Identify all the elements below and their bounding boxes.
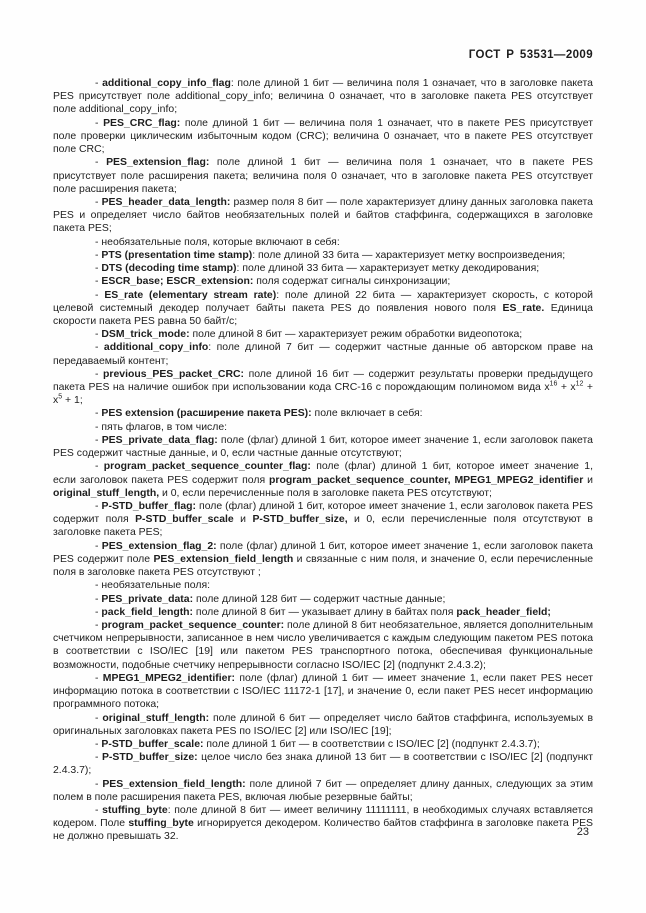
text-run: - [95,672,103,684]
text-run: + 1; [62,395,83,407]
text-run: P-STD_buffer_scale: [101,738,204,750]
text-run: stuffing_byte [128,818,194,830]
paragraph [53,249,593,262]
text-run: - необязательные поля: [95,580,210,592]
text-run: : поле длиной 7 бит — содержит частные данные об авторском праве на передаваемый контент; [53,342,593,367]
text-run: поле длиной 8 бит необязательное, является дополнительным счетчиком непрерывности, записанное в нем число увеличивается с каждым следующим пакетом PES потока в соответствии с ISO/IEC [19] или пакетом PES транспортного потока, обеспечивая функциональные возможности, подобные счетчику непрерывности согласно ISO/IEC [2] (подпункт 2.4.3.2); [53,619,593,671]
text-run: поля содержат сигналы синхронизации; [253,276,451,288]
text-run: Единица скорости пакета PES равна 50 байт/с; [53,302,593,327]
paragraph [53,460,593,500]
text-run: - [95,738,102,750]
text-run: previous_PES_packet_CRC: [103,368,245,380]
text-run: stuffing_byte [102,805,168,817]
paragraph [53,368,593,408]
paragraph [53,275,593,288]
text-run: - [95,276,102,288]
text-run: PES_extension_field_length [153,553,294,565]
document-body [53,77,593,844]
paragraph [53,712,593,738]
text-run: поле (флаг) длиной 1 бит, которое имеет значение 1, если заголовок пакета PES содержит частные данные, и 0, если частные данные отсутствуют; [53,434,593,460]
text-run: DTS (decoding time stamp) [101,263,237,275]
paragraph [53,540,593,580]
text-run: - [95,78,103,89]
paragraph [53,579,593,592]
text-run: DSM_trick_mode: [101,329,190,341]
paragraph [53,196,593,236]
text-run: и 0, если перечисленные поля в заголовке пакета PES отсутствуют; [159,487,492,499]
text-run: поле длиной 128 бит — содержит частные данные; [193,593,446,605]
paragraph [53,738,593,751]
text-run: PES_private_data_flag: [101,434,218,446]
text-run: additional_copy_info_flag [102,78,231,89]
text-run: PTS (presentation time stamp) [101,249,253,261]
text-run: pack_header_field; [456,606,551,618]
text-run: - [95,329,102,341]
text-run: - [95,752,102,764]
text-run: + x [557,382,576,394]
text-run: original_stuff_length, [53,487,160,499]
text-run: - [95,289,105,301]
paragraph [53,421,593,434]
text-run: MPEG1_MPEG2_identifier: [102,672,236,684]
text-run: поле длиной 8 бит — характеризует режим обработки видеопотока; [189,329,523,341]
text-run: pack_field_length: [101,606,194,618]
paragraph [53,156,593,196]
text-run: - [95,461,104,473]
text-run: - [95,368,104,380]
paragraph [53,262,593,275]
text-run: program_packet_sequence_counter: [101,619,285,631]
text-run: P-STD_buffer_scale [135,514,234,526]
text-run: P-STD_buffer_size: [101,752,198,764]
text-run: PES_extension_field_length: [102,778,246,790]
text-run: - [95,619,102,631]
text-run: целое число без знака длиной 13 бит — в соответствии с ISO/IEC [2] (подпункт 2.4.3.7); [53,752,593,777]
text-run: : поле длиной 22 бита — характеризует скорость, с которой целевой системный декодер получает байты пакета PES до появления нового поля [53,289,593,314]
text-run: program_packet_sequence_counter, MPEG1_MPEG2_identifier [269,474,584,486]
text-run: + x [53,382,593,407]
text-run: - необязательные поля, которые включают в себя: [95,236,340,248]
text-run: : поле длиной 33 бита — характеризует метку воспроизведения; [252,249,566,261]
text-run: - [95,408,102,420]
text-run: - пять флагов, в том числе: [95,421,228,433]
text-run: additional_copy_info [103,342,209,354]
paragraph [53,751,593,777]
text-run: поле длиной 8 бит — указывает длину в байтах поля [193,606,457,618]
text-run: - [95,249,102,261]
paragraph [53,606,593,619]
text-run: 12 [575,380,584,388]
text-run: 16 [549,380,558,388]
text-run: P-STD_buffer_size, [252,514,348,526]
text-run: - [95,434,102,446]
text-run: ES_rate (elementary stream rate) [104,289,277,301]
text-run: - [95,501,102,512]
text-run: PES_extension_flag_2: [101,540,217,552]
text-run: PES_private_data: [101,593,194,605]
text-run: - [95,196,102,208]
text-run: поле (флаг) длиной 1 бит, которое имеет значение 1, если заголовок пакета PES содержит поле [53,540,593,565]
paragraph [53,117,593,157]
text-run: - [95,805,103,817]
text-run: PES_CRC_flag: [103,117,181,129]
text-run: поле длиной 16 бит — содержит результаты проверки предыдущего пакета PES на наличие ошибок при использовании кода CRC-16 с порождающим полиномом вида x [53,368,593,394]
text-run: поле (флаг) длиной 1 бит, которое имеет значение 1, если заголовок пакета PES содержит поля [53,501,593,526]
text-run: PES_extension_flag: [106,157,210,169]
paragraph [53,500,593,540]
text-run: и 0, если перечисленные поля отсутствуют в заголовке пакета PES; [53,514,593,539]
text-run: - [95,342,104,354]
paragraph [53,407,593,420]
text-run: размер поля 8 бит — поле характеризует длину данных заголовка пакета PES и определяет число байтов необязательных полей и байтов стаффинга, содержащихся в заголовке пакета PES; [53,196,593,235]
text-run: поле длиной 1 бит — величина поля 1 означает, что в пакете PES присутствует поле проверки циклическим избыточным кодом (CRC); величина 0 означает, что в пакете PES отсутствует поле CRC; [53,117,593,156]
text-run: PES extension (расширение пакета PES): [101,408,312,420]
text-run: поле длиной 7 бит — определяет длину данных, следующих за этим полем в поле расширения пакета PES, включая любые резервные байты; [53,778,593,803]
paragraph [53,434,593,460]
text-run: - [95,778,103,790]
paragraph [53,341,593,367]
text-run: - [95,117,104,129]
paragraph [53,672,593,712]
paragraph [53,593,593,606]
text-run: - [95,157,107,169]
text-run: - [95,593,102,605]
paragraph [53,289,593,329]
text-run: поле (флаг) длиной 1 бит, которое имеет значение 1, если заголовок пакета PES содержит поля [53,461,593,486]
text-run: ESCR_base; ESCR_extension: [101,276,254,288]
text-run: : поле длиной 8 бит — имеет величину 11111111, в необходимых случаях вставляется кодером. Поле [53,805,593,830]
page-number: 23 [576,826,589,838]
text-run: - [95,540,102,552]
text-run: : поле длиной 1 бит — величина поля 1 означает, что в заголовке пакета PES присутствует поле additional_copy_info; величина 0 означает, что в заголовке пакета PES отсутствует поле additional_copy_info; [53,78,593,116]
text-run: program_packet_sequence_counter_flag: [103,461,311,473]
text-run: - [95,712,103,724]
text-run: поле длиной 1 бит — величина поля 1 означает, что в пакете PES присутствует поле расширения пакета; величина поля 0 означает, что в заголовке пакета PES отсутствует поле расширения пакета; [53,157,593,195]
text-run: PES_header_data_length: [101,196,231,208]
text-run: и [583,474,593,486]
text-run: - [95,263,102,275]
paragraph [53,328,593,341]
text-run: и связанные с ним поля, и значение 0, если перечисленные поля в заголовке пакета PES отсутствуют ; [53,553,594,579]
paragraph [53,236,593,249]
paragraph [53,619,593,672]
text-run: поле включает в себя: [311,408,423,420]
text-run: ES_rate. [502,302,545,314]
paragraph [53,778,593,804]
text-run: P-STD_buffer_flag: [101,501,197,512]
text-run: : поле длиной 33 бита — характеризует метку декодирования; [236,263,540,275]
text-run: поле длиной 6 бит — определяет число байтов стаффинга, используемых в оригинальных заголовках пакета PES по ISO/IEC [2] или ISO/IEC [19]; [53,712,593,737]
paragraph [53,77,593,117]
text-run: - [95,606,102,618]
text-run: игнорируется декодером. Количество байтов стаффинга в заголовке пакета PES не должно превышать 32. [53,818,593,843]
text-run: и [233,514,253,526]
text-run: поле (флаг) длиной 1 бит — имеет значение 1, если пакет PES несет информацию потока в соответствии с ISO/IEC 11172-1 [17], и значение 0, если пакет PES несет информацию программного потока; [53,672,593,711]
running-header: ГОСТ Р 53531—2009 [468,49,593,61]
text-run: 5 [58,393,63,401]
text-run: поле длиной 1 бит — в соответствии с ISO/IEC [2] (подпункт 2.4.3.7); [203,738,540,750]
text-run: original_stuff_length: [102,712,210,724]
